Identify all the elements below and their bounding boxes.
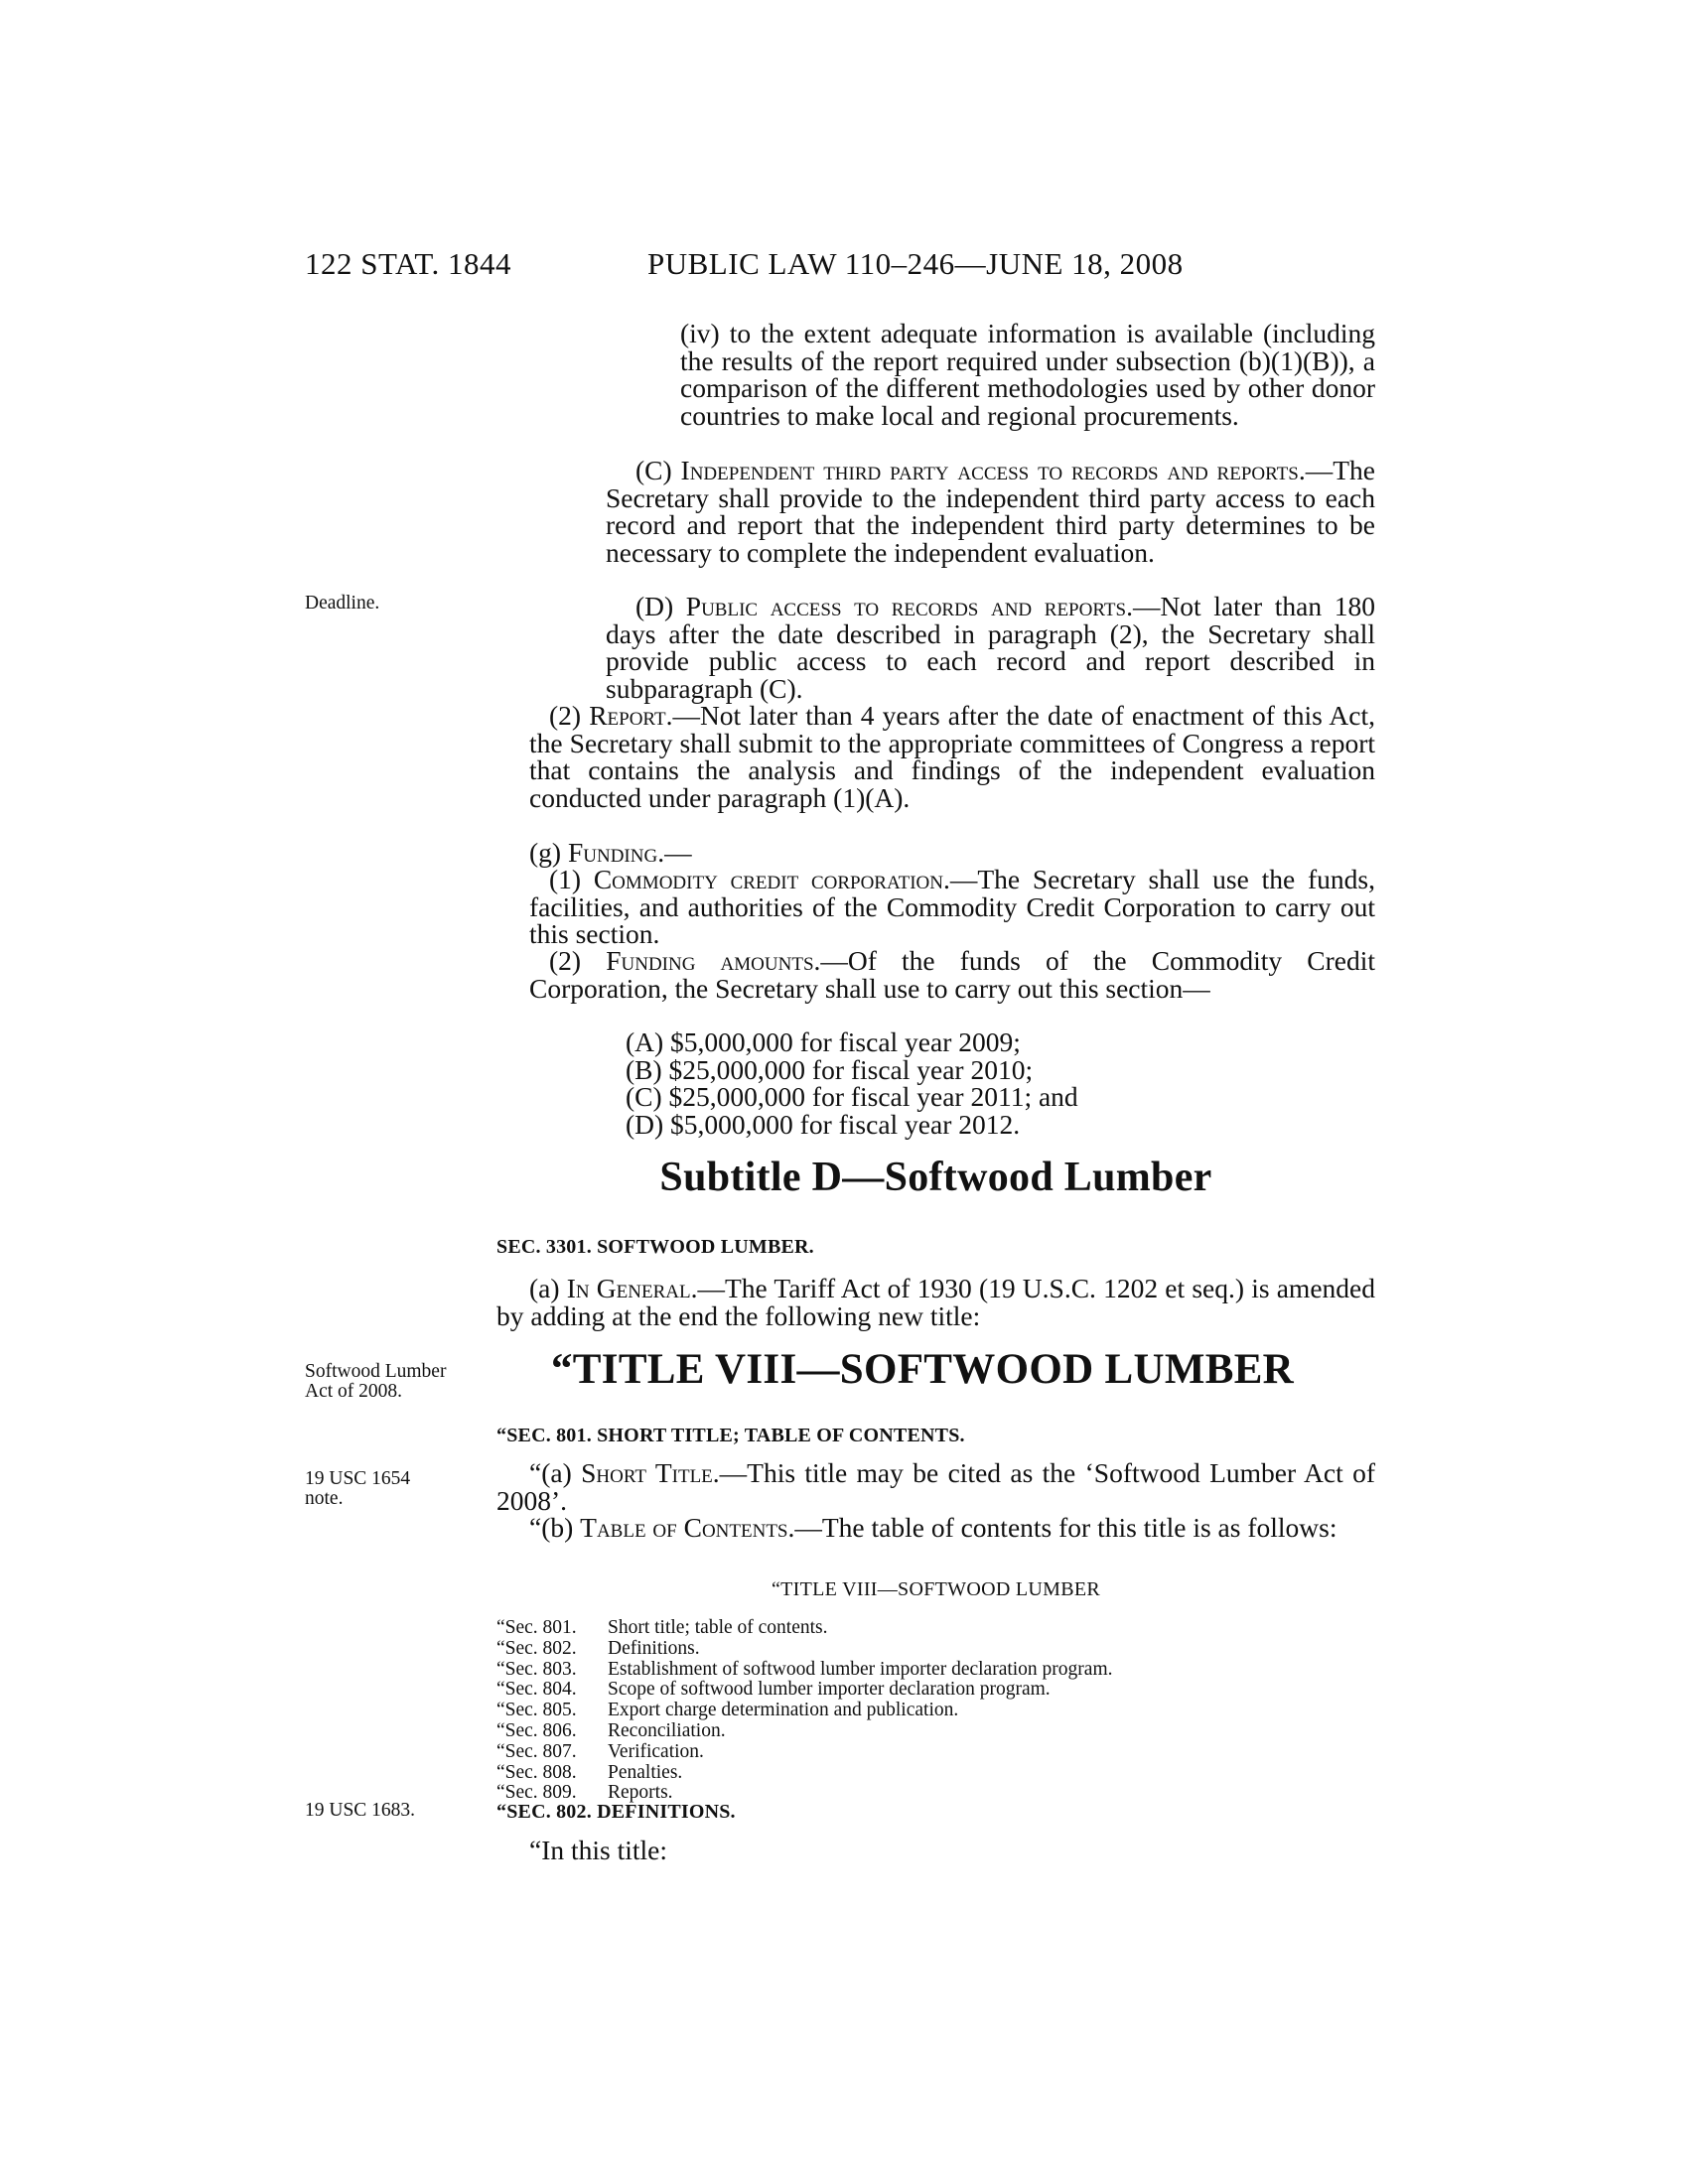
toc-row: [496, 1701, 1375, 1721]
definitions-intro: “In this title:: [529, 1835, 668, 1865]
clause-label: (D): [635, 591, 686, 621]
toc-section-title: Export charge determination and publication.: [608, 1700, 959, 1721]
toc-section-number: “Sec. 801.: [496, 1617, 577, 1638]
subparagraph-c: [606, 457, 1375, 566]
toc-section-number: “Sec. 809.: [496, 1782, 577, 1804]
clause-caption: In General: [566, 1273, 691, 1303]
margin-note-usc-1683: 19 USC 1683.: [305, 1800, 416, 1821]
clause-caption: Public access to records and reports: [685, 591, 1127, 621]
clause-text: .—The table of contents for this title is as follows:: [787, 1512, 1337, 1543]
toc-section-number: “Sec. 803.: [496, 1658, 577, 1680]
toc-row: [496, 1680, 1375, 1701]
toc-section-number: “Sec. 802.: [496, 1637, 577, 1659]
toc-section-title: Short title; table of contents.: [608, 1617, 828, 1638]
clause-text: .—Not later than 180 days after the date described in paragraph (2), the Secretary shall provide public access to each record and report described in subparagraph (C).: [606, 591, 1375, 704]
subsection-a-short-title: [496, 1459, 1375, 1514]
toc-section-number: “Sec. 805.: [496, 1700, 577, 1721]
clause-text: .—This title may be cited as the ‘Softwood Lumber Act of 2008’.: [496, 1457, 1375, 1516]
clause-caption: Report: [589, 700, 666, 731]
toc-section-number: “Sec. 804.: [496, 1679, 577, 1701]
page-stat-number: 122 STAT. 1844: [305, 246, 512, 281]
clause-text: .—The Secretary shall use the funds, facilities, and authorities of the Commodity Credit Corporation to carry out this section.: [529, 864, 1375, 949]
subsection-b-table-of-contents: [496, 1514, 1375, 1542]
table-of-contents: [496, 1618, 1375, 1804]
margin-note-line: Softwood Lumber: [305, 1361, 447, 1382]
clause-label: “(a): [529, 1457, 582, 1488]
funding-amounts-list: [626, 1028, 1321, 1138]
margin-note-deadline: Deadline.: [305, 593, 380, 614]
margin-note-line: 19 USC 1654: [305, 1468, 411, 1489]
paragraph-g1: [529, 866, 1375, 948]
toc-section-number: “Sec. 807.: [496, 1740, 577, 1762]
subsection-g-funding: [529, 839, 1375, 867]
clause-label: (a): [529, 1273, 567, 1303]
toc-section-title: Verification.: [608, 1740, 704, 1762]
toc-section-title: Definitions.: [608, 1637, 700, 1659]
clause-label: (2): [549, 700, 590, 731]
toc-row: [496, 1721, 1375, 1742]
toc-row: [496, 1660, 1375, 1681]
list-item: (B) $25,000,000 for fiscal year 2010;: [626, 1053, 1034, 1085]
clause-label: (2): [549, 945, 607, 976]
margin-note-usc-1654: [305, 1469, 410, 1509]
paragraph-2-report: [529, 702, 1375, 811]
subparagraph-d: [606, 593, 1375, 702]
margin-note-line: note.: [305, 1488, 344, 1509]
clause-caption: Table of Contents: [580, 1512, 788, 1543]
toc-section-number: “Sec. 808.: [496, 1761, 577, 1783]
section-heading-3301: SEC. 3301. SOFTWOOD LUMBER.: [496, 1236, 814, 1258]
toc-section-title: Establishment of softwood lumber importer declaration program.: [608, 1658, 1113, 1680]
subsection-a-in-general: [496, 1275, 1375, 1329]
clause-label: (1): [549, 864, 594, 894]
toc-heading: “TITLE VIII—SOFTWOOD LUMBER: [771, 1578, 1101, 1600]
list-item: (A) $5,000,000 for fiscal year 2009;: [626, 1026, 1021, 1057]
list-item: (C) $25,000,000 for fiscal year 2011; and: [626, 1081, 1078, 1112]
clause-text: .—Of the funds of the Commodity Credit Corporation, the Secretary shall use to carry out this section—: [529, 945, 1375, 1004]
toc-section-number: “Sec. 806.: [496, 1719, 577, 1741]
clause-iv: (iv) to the extent adequate information is available (including the results of the report required under subsection (b)(1)(B)), a comparison of the different methodologies used by other donor countries to make local and regional procurements.: [680, 318, 1375, 431]
toc-row: [496, 1618, 1375, 1639]
clause-label: (g): [529, 837, 568, 868]
toc-row: [496, 1763, 1375, 1784]
toc-section-title: Reports.: [608, 1782, 673, 1804]
section-heading-801: “SEC. 801. SHORT TITLE; TABLE OF CONTENTS.: [496, 1425, 965, 1446]
clause-text: .—: [657, 837, 692, 868]
clause-text: .—Not later than 4 years after the date of enactment of this Act, the Secretary shall submit to the appropriate committees of Congress a report that contains the analysis and findings of the independent evaluation conducted under paragraph (1)(A).: [529, 700, 1375, 813]
clause-text: .—The Secretary shall provide to the independent third party access to each record and report that the independent third party determines to be necessary to complete the independent evaluation.: [606, 455, 1375, 568]
clause-caption: Short Title: [581, 1457, 713, 1488]
toc-row: [496, 1742, 1375, 1763]
subtitle-heading: Subtitle D—Softwood Lumber: [659, 1155, 1212, 1200]
margin-note-softwood-act: [305, 1362, 446, 1402]
clause-label: (C): [635, 455, 681, 485]
clause-caption: Funding: [567, 837, 658, 868]
list-item: (D) $5,000,000 for fiscal year 2012.: [626, 1108, 1021, 1140]
title-viii-heading: “TITLE VIII—SOFTWOOD LUMBER: [551, 1346, 1295, 1393]
margin-note-line: Act of 2008.: [305, 1381, 403, 1402]
toc-section-title: Scope of softwood lumber importer declaration program.: [608, 1679, 1051, 1701]
clause-text: .—The Tariff Act of 1930 (19 U.S.C. 1202 et seq.) is amended by adding at the end the following new title:: [496, 1273, 1375, 1331]
toc-section-title: Penalties.: [608, 1761, 683, 1783]
section-heading-802: “SEC. 802. DEFINITIONS.: [496, 1801, 736, 1823]
clause-label: “(b): [529, 1512, 581, 1543]
toc-row: [496, 1639, 1375, 1660]
clause-caption: Independent third party access to records and reports: [680, 455, 1299, 485]
paragraph-g2: [529, 947, 1375, 1002]
clause-caption: Funding amounts: [606, 945, 814, 976]
toc-section-title: Reconciliation.: [608, 1719, 726, 1741]
clause-caption: Commodity credit corporation: [593, 864, 943, 894]
running-header: PUBLIC LAW 110–246—JUNE 18, 2008: [647, 246, 1184, 281]
